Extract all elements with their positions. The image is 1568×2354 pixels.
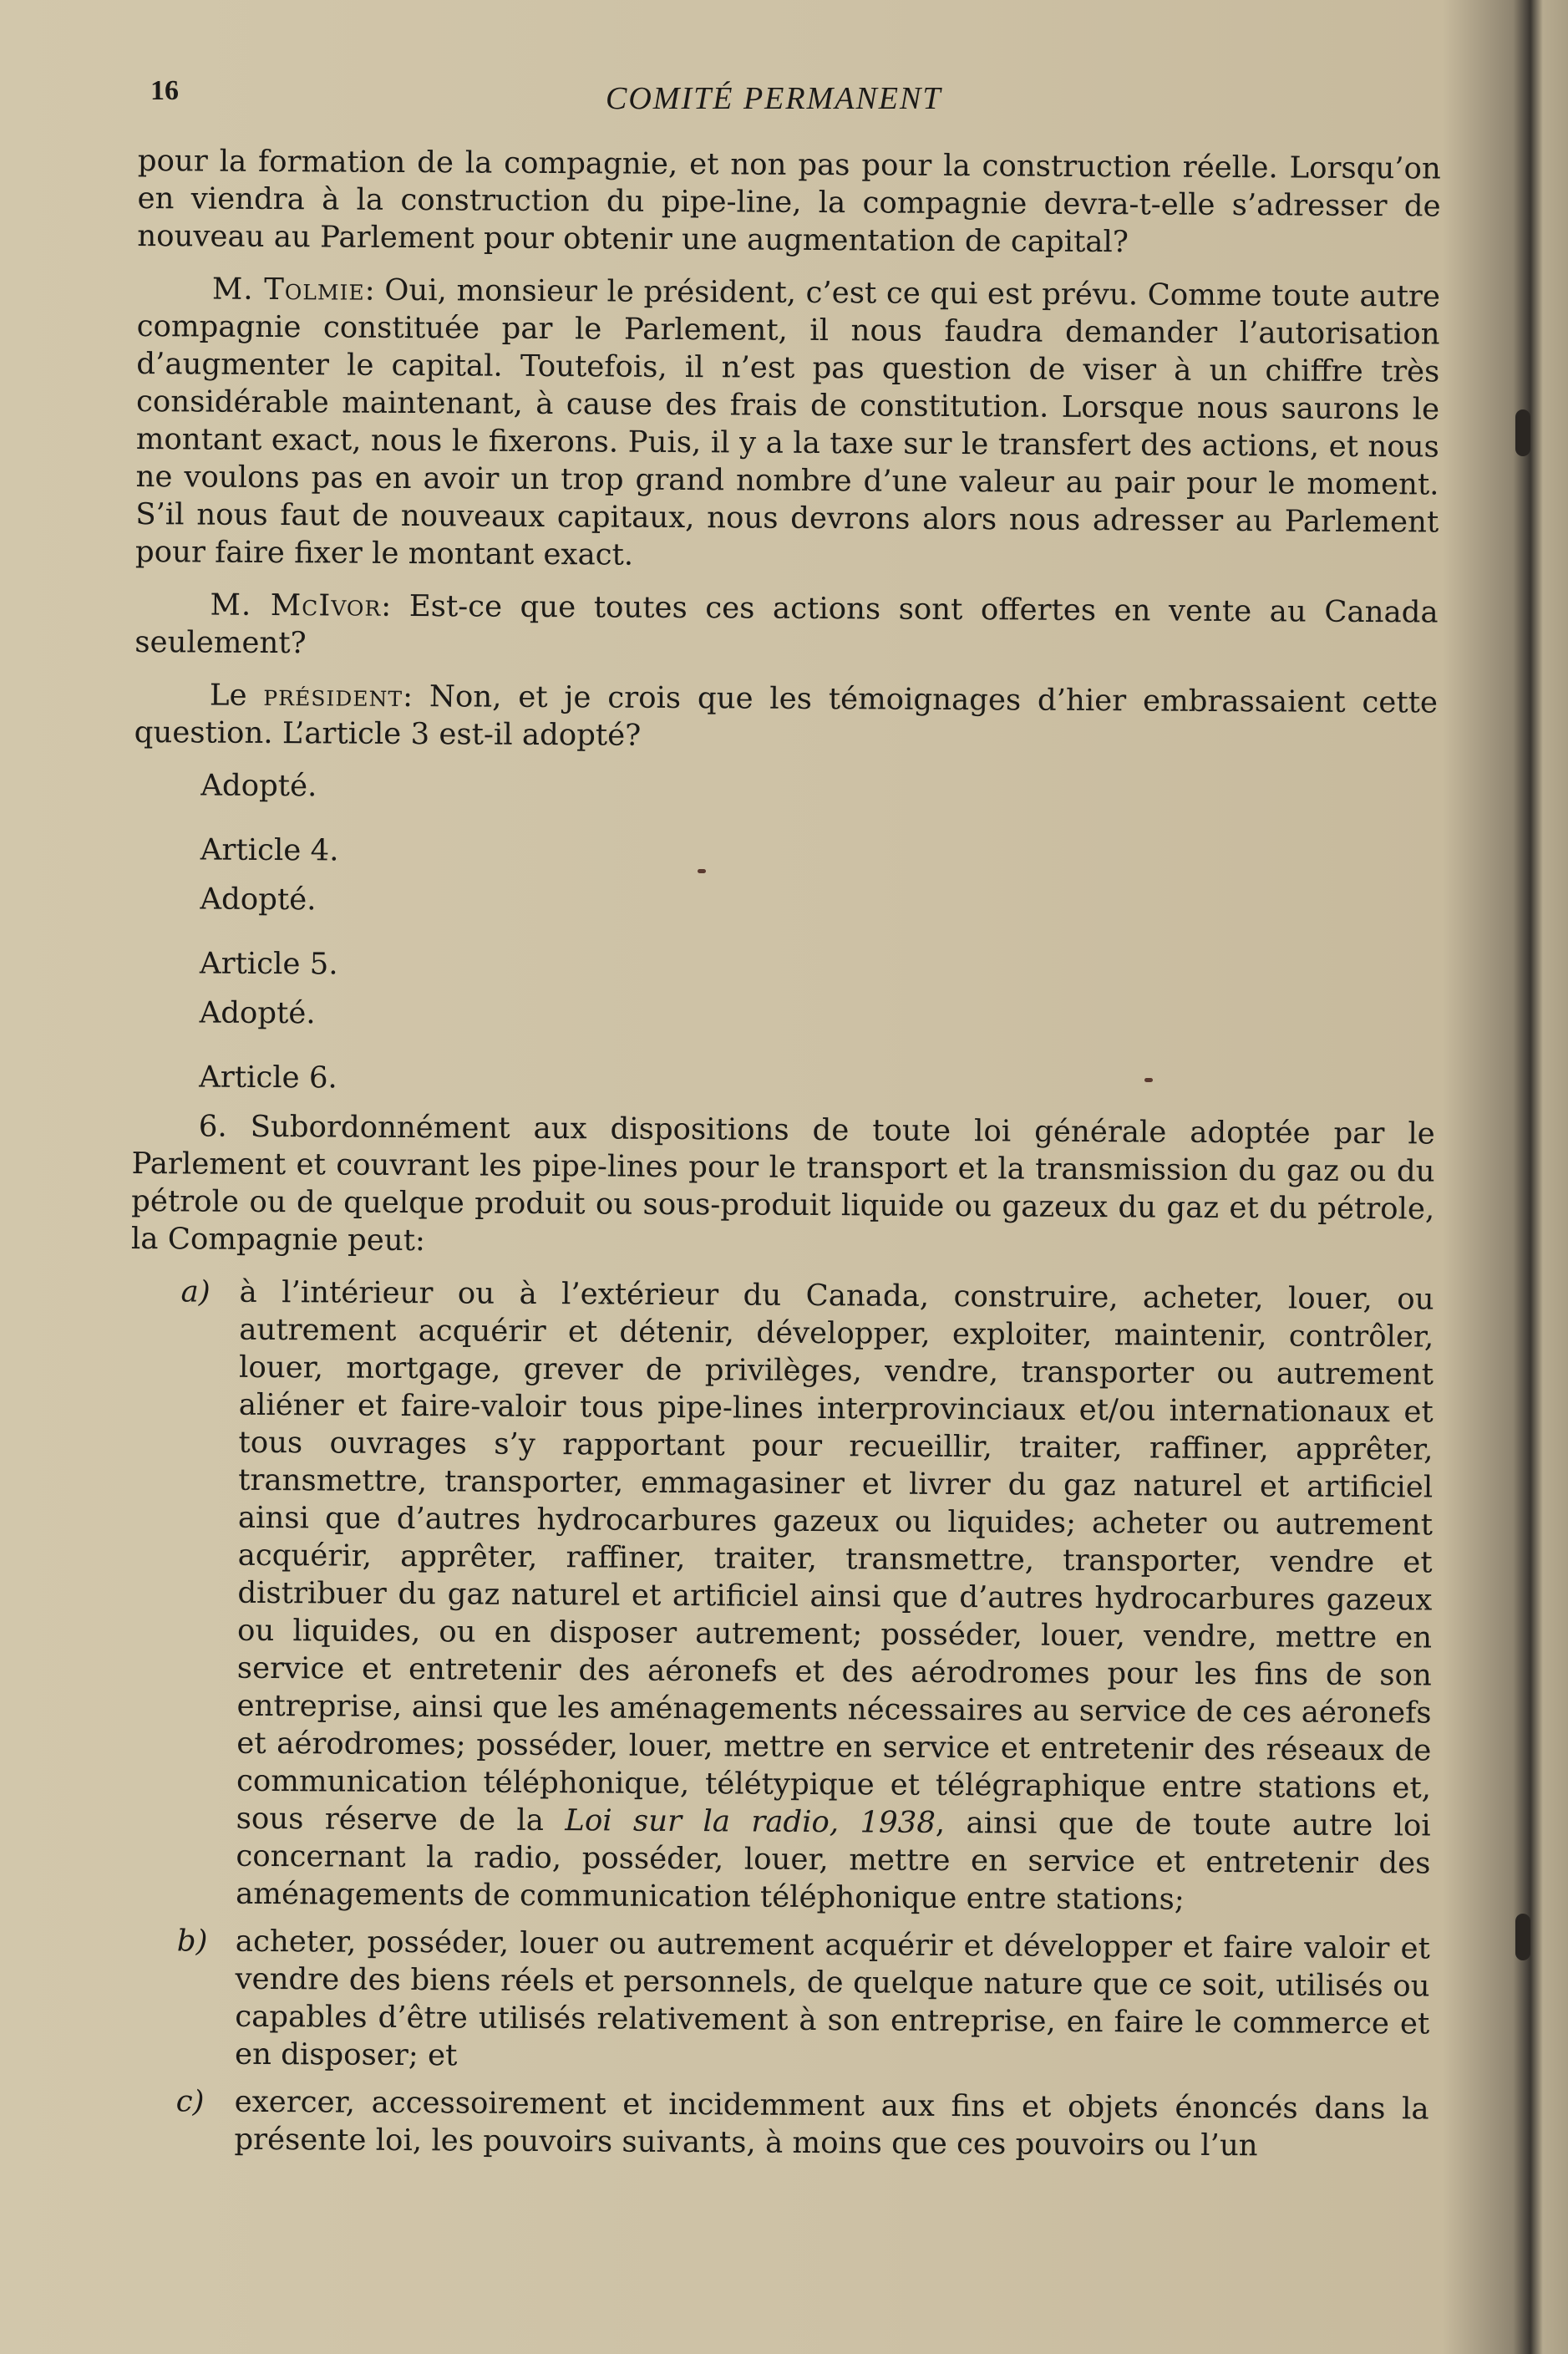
page-number: 16 [150, 75, 179, 106]
item-text: acheter, posséder, louer ou autrement acquérir et développer et faire valoir et vendre des biens réels et personnels, de quelque nature que ce soit, utilisés ou capables d’être utilisés relativement à son entreprise, en faire le commerce et en disposer; et [234, 1924, 1430, 2073]
item-label: a) [180, 1274, 211, 1309]
item-label: b) [176, 1924, 208, 1959]
ink-speck [1144, 1078, 1153, 1082]
running-head: COMITÉ PERMANENT [606, 81, 942, 116]
binding-hole [1515, 1914, 1530, 1960]
speech-text: : Oui, monsieur le président, c’est ce qui est prévu. Comme toute autre compagnie constituée par le Parlement, il nous faudra demander l’autorisation d’augmenter le capital. Toutefois, il n’est pas question de viser à un chiffre très considérable maintenant, à cause des frais de constitution. Lorsque nous saurons le montant exact, nous le fixerons. Puis, il y a la taxe sur le transfert des actions, et nous ne voulons pas en avoir un trop grand nombre d’une valeur au pair pour le moment. S’il nous faut de nouveaux capitaux, nous devrons alors nous adresser au Parlement pour faire fixer le montant exact. [134, 272, 1441, 572]
paragraph-president [134, 676, 1439, 760]
adopted-line: Adopté. [200, 768, 317, 804]
item-text-part: à l’intérieur ou à l’extérieur du Canada, construire, acheter, louer, ou autrement acquérir et détenir, développer, exploiter, maintenir, contrôler, louer, mortgage, grever de privilèges, vendre, transporter ou autrement aliéner et faire-valoir tous pipe-lines interprovinciaux et/ou internationaux et tous ouvrages s’y rapportant pour recueillir, traiter, raffiner, apprêter, transmettre, transporter, emmagasiner et livrer du gaz naturel et artificiel ainsi que d’autres hydrocarbures gazeux ou liquides; acheter ou autrement acquérir, apprêter, raffiner, traiter, transmettre, transporter, vendre et distribuer du gaz naturel et artificiel ainsi que d’autres hydrocarbures gazeux ou liquides, ou en disposer autrement; posséder, louer, vendre, mettre en service et entretenir des aéronefs et des aérodromes pour les fins de son entreprise, ainsi que les aménagements nécessaires au service de ces aéronefs et aérodromes; posséder, louer, mettre en service et entretenir des réseaux de communication téléphonique, télétypique et télégraphique entre stations et, sous réserve de la [236, 1274, 1434, 1838]
page-header [150, 75, 1428, 117]
list-item-b [176, 1922, 1430, 2080]
ink-speck [698, 869, 706, 873]
list-item-c [175, 2082, 1429, 2165]
article-heading: Article 5. [199, 946, 338, 982]
item-text-part: , ainsi que de toute autre loi concernant la radio, posséder, louer, mettre en service et entretenir des aménagements de communication téléphonique entre stations; [236, 1805, 1431, 1917]
article-heading: Article 6. [199, 1060, 337, 1096]
list-item-a [177, 1273, 1434, 1919]
article-heading: Article 4. [200, 832, 339, 868]
speaker-name: M. McIvor [210, 587, 382, 623]
paragraph-tolmie [135, 270, 1440, 579]
speech-text: : Non, et je crois que les témoignages d’hier embrassaient cette question. L’article 3 est-il adopté? [134, 679, 1439, 753]
adopted-line: Adopté. [199, 995, 316, 1031]
item-text [236, 1274, 1434, 1920]
speech-text: : Est-ce que toutes ces actions sont offertes en vente au Canada seulement? [134, 588, 1439, 661]
speaker-prefix: Le [209, 678, 264, 713]
adopted-line: Adopté. [200, 882, 317, 918]
section-6-text: 6. Subordonnément aux dispositions de toute loi générale adoptée par le Parlement et couvrant les pipe-lines pour le transport et la transmission du gaz ou du pétrole ou de quelque produit ou sous-produit liquide ou gazeux du gaz et du pétrole, la Compagnie peut: [130, 1109, 1435, 1258]
speaker-name: M. Tolmie [211, 272, 365, 308]
item-text: exercer, accessoirement et incidemment aux fins et objets énoncés dans la présente loi, les pouvoirs suivants, à moins que ces pouvoirs ou l’un [234, 2084, 1429, 2163]
speaker-name: président [263, 678, 403, 714]
binding-hole [1515, 409, 1530, 456]
item-label: c) [175, 2084, 205, 2119]
law-title: Loi sur la radio, 1938 [565, 1803, 936, 1840]
paragraph-mcivor [134, 586, 1439, 669]
body-text [125, 142, 1441, 2175]
paragraph: pour la formation de la compagnie, et non pas pour la construction réelle. Lorsqu’on en viendra à la construction du pipe-line, la compagnie devra-t-elle s’adresser de nouveau au Parlement pour obtenir une augmentation de capital? [137, 143, 1441, 260]
